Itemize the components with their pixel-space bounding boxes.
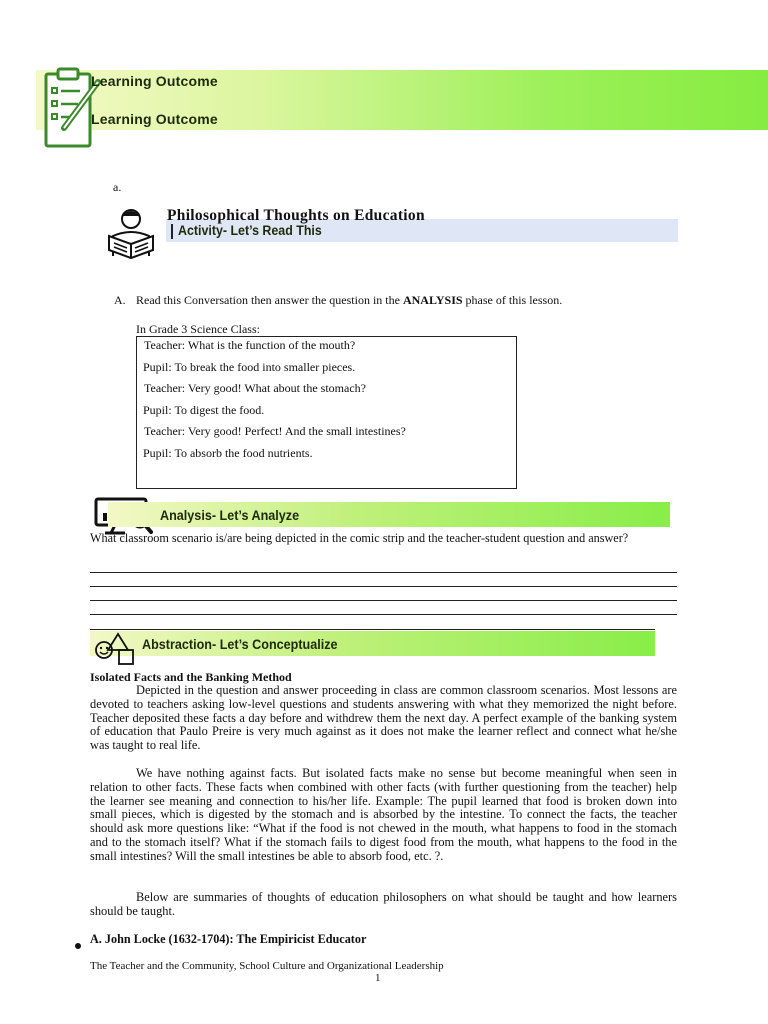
conversation-line: Pupil: To break the food into smaller pieces. <box>143 359 356 374</box>
list-marker-a: a. <box>113 180 122 194</box>
instruction-text-bold: ANALYSIS <box>402 293 463 307</box>
analysis-question: What classroom scenario is/are being depicted in the comic strip and the teacher-student question and answer? <box>90 531 629 545</box>
abstraction-paragraph-2: We have nothing against facts. But isolated facts make no sense but become meaningful when seen in relation to other facts. These facts when combined with other facts (with further questioning from the teacher) help the learner see meaning and connection to his/her life. Example: The pupil learned that food is broken down into small pieces, which is digested by the stomach and is absorbed by the intestine. To connect the facts, the teacher should ask more questions like: “What if the food is not chewed in the mouth, what happens to food in the stomach and to the stomach itself? What if the stomach fails to digest food from the mouth, what happens to the food in the small intestines? Will the small intestines be able to absorb food, etc. ?. <box>90 766 677 863</box>
instruction-letter: A. <box>114 293 126 307</box>
footer-text: The Teacher and the Community, School Culture and Organizational Leadership <box>90 960 444 972</box>
conversation-line: Pupil: To digest the food. <box>143 402 265 417</box>
instruction-text-after: phase of this lesson. <box>462 293 563 307</box>
conversation-line: Pupil: To absorb the food nutrients. <box>143 445 313 460</box>
answer-line <box>90 559 677 573</box>
activity-label: Activity- Let’s Read This <box>178 223 322 238</box>
abstraction-bar <box>90 631 655 656</box>
conversation-line: Teacher: Very good! Perfect! And the small intestines? <box>144 424 406 438</box>
bullet-dot <box>75 943 81 949</box>
instruction-text <box>136 293 562 308</box>
conversation-caption: In Grade 3 Science Class: <box>136 322 260 336</box>
analysis-bar <box>108 502 670 527</box>
abstraction-paragraph-3: Below are summaries of thoughts of education philosophers on what should be taught and how learners should be taught. <box>90 890 677 918</box>
header-title-2: Learning Outcome <box>91 111 218 127</box>
analysis-label: Analysis- Let’s Analyze <box>160 506 300 523</box>
concept-icon <box>92 630 140 666</box>
abstraction-subheading: Isolated Facts and the Banking Method <box>90 670 292 684</box>
next-heading: A. John Locke (1632-1704): The Empiricist Educator <box>90 932 367 946</box>
answer-line <box>90 601 677 615</box>
answer-lines <box>90 559 677 615</box>
reader-icon <box>103 206 159 260</box>
abstraction-paragraph-1: Depicted in the question and answer proceeding in class are common classroom scenarios. Most lessons are devoted to teachers asking low-level questions and students answering with what they memorized the night before. Teacher deposited these facts a day before and withdrew them the next day. A perfect example of the banking system of education that Paulo Preire is very much against as it does not make the learner reflect and connect what he/she was taught to real life. <box>90 683 677 753</box>
header-title-1: Learning Outcome <box>91 73 218 89</box>
activity-divider <box>171 224 173 239</box>
answer-line <box>90 587 677 601</box>
abstraction-top-rule <box>90 629 655 630</box>
conversation-line: Teacher: Very good! What about the stomach? <box>144 381 366 395</box>
conversation-line: Teacher: What is the function of the mouth? <box>144 338 356 352</box>
abstraction-label: Abstraction- Let’s Conceptualize <box>142 635 338 652</box>
instruction-text-before: Read this Conversation then answer the question in the <box>136 293 403 307</box>
page-number: 1 <box>375 972 381 984</box>
answer-line <box>90 573 677 587</box>
lesson-title: Philosophical Thoughts on Education <box>167 207 425 224</box>
conversation-box <box>136 336 517 489</box>
